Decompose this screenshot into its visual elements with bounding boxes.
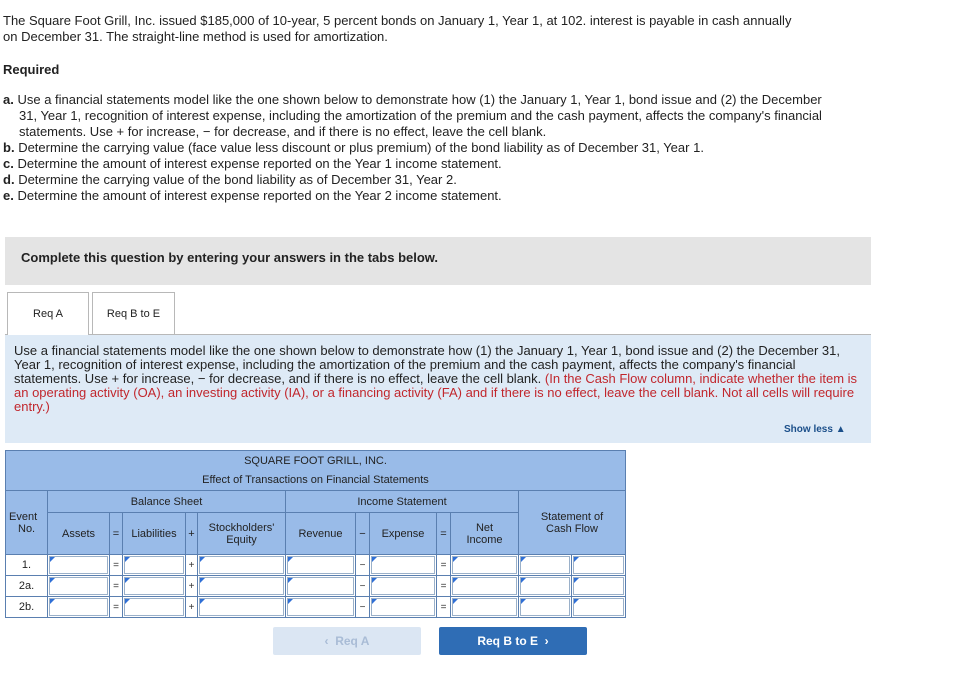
instruction-panel (5, 335, 871, 443)
show-less-link[interactable]: Show less ▲ (784, 424, 846, 435)
table-company-name: SQUARE FOOT GRILL, INC. (6, 451, 626, 471)
intro-line-1: The Square Foot Grill, Inc. issued $185,000 of 10-year, 5 percent bonds on January 1, Year 1, at 102. interest is payable in cash annually (3, 13, 792, 28)
complete-prompt-box (5, 237, 871, 285)
revenue-header: Revenue (286, 513, 356, 555)
net-income-header: Net Income (451, 513, 519, 555)
instruction-red-note: (In the Cash Flow column, indicate whether the item is an operating activity (OA), an investing activity (IA), or a financing activity (FA) and if there is no effect, leave the cell blank. Not all cells will require entry.) (14, 371, 858, 414)
next-req-b-to-e-button[interactable]: Req B to E › (439, 627, 587, 655)
complete-prompt: Complete this question by entering your answers in the tabs below. (21, 250, 439, 265)
assets-input[interactable] (48, 576, 110, 597)
required-item-e: e. Determine the amount of interest expense reported on the Year 2 income statement. (3, 188, 502, 203)
required-item-c: c. Determine the amount of interest expense reported on the Year 1 income statement. (3, 156, 502, 171)
required-title: Required (3, 62, 60, 77)
triangle-up-icon: ▲ (835, 424, 846, 435)
plus-sign: + (186, 576, 198, 597)
cash-flow-amount-input[interactable] (519, 597, 572, 618)
assets-input[interactable] (48, 555, 110, 576)
table-subtitle: Effect of Transactions on Financial Statements (6, 471, 626, 491)
event-number: 2b. (6, 597, 48, 618)
revenue-input[interactable] (286, 555, 356, 576)
minus-sign: − (356, 597, 370, 618)
liabilities-header: Liabilities (123, 513, 186, 555)
equals-sign: = (110, 555, 123, 576)
net-income-input[interactable] (451, 576, 519, 597)
tab-req-b-to-e[interactable]: Req B to E (92, 292, 175, 334)
revenue-input[interactable] (286, 597, 356, 618)
required-list (3, 92, 833, 204)
minus-header: − (356, 513, 370, 555)
tab-req-a[interactable]: Req A (7, 292, 89, 335)
income-statement-header: Income Statement (286, 491, 519, 513)
event-number: 2a. (6, 576, 48, 597)
cash-flow-amount-input[interactable] (519, 555, 572, 576)
equals-header-2: = (437, 513, 451, 555)
liabilities-input[interactable] (123, 597, 186, 618)
cash-flow-activity-input[interactable] (572, 555, 626, 576)
cash-flow-activity-input[interactable] (572, 597, 626, 618)
liabilities-input[interactable] (123, 555, 186, 576)
equals-sign: = (110, 576, 123, 597)
equals-header: = (110, 513, 123, 555)
net-income-input[interactable] (451, 597, 519, 618)
equity-input[interactable] (198, 597, 286, 618)
expense-header: Expense (370, 513, 437, 555)
expense-input[interactable] (370, 597, 437, 618)
equals-sign: = (110, 597, 123, 618)
assets-input[interactable] (48, 597, 110, 618)
chevron-left-icon: ‹ (324, 634, 329, 648)
equals-sign: = (437, 597, 451, 618)
table-row (6, 576, 626, 597)
equals-sign: = (437, 576, 451, 597)
table-row (6, 597, 626, 618)
liabilities-input[interactable] (123, 576, 186, 597)
cash-flow-header: Statement of Cash Flow (519, 491, 626, 555)
intro-text (3, 13, 853, 45)
cash-flow-amount-input[interactable] (519, 576, 572, 597)
required-item-a: a. Use a financial statements model like the one shown below to demonstrate how (1) the January 1, Year 1, bond issue and (2) the December 31, Year 1, recognition of interest expense, including the amortization of the premium and the cash payment, affects the company's financial statements. Use + for increase, − for decrease, and if there is no effect, leave the cell blank. (3, 92, 822, 139)
expense-input[interactable] (370, 555, 437, 576)
chevron-right-icon: › (544, 634, 549, 648)
cash-flow-activity-input[interactable] (572, 576, 626, 597)
assets-header: Assets (48, 513, 110, 555)
equity-input[interactable] (198, 555, 286, 576)
event-number: 1. (6, 555, 48, 576)
intro-line-2: on December 31. The straight-line method is used for amortization. (3, 29, 388, 44)
revenue-input[interactable] (286, 576, 356, 597)
equity-header: Stockholders' Equity (198, 513, 286, 555)
plus-sign: + (186, 597, 198, 618)
minus-sign: − (356, 555, 370, 576)
expense-input[interactable] (370, 576, 437, 597)
equals-sign: = (437, 555, 451, 576)
plus-sign: + (186, 555, 198, 576)
net-income-input[interactable] (451, 555, 519, 576)
equity-input[interactable] (198, 576, 286, 597)
required-item-d: d. Determine the carrying value of the bond liability as of December 31, Year 2. (3, 172, 457, 187)
event-no-header: Event No. (6, 491, 48, 555)
instruction-text: Use a financial statements model like the one shown below to demonstrate how (1) the January 1, Year 1, bond issue and (2) the December 31, Year 1, recognition of interest expense, including the amortization of the premium and the cash payment, affects the company's financial statements. Use + for increase, − for decrease, and if there is no effect, leave the cell blank. (14, 343, 840, 386)
required-item-b: b. Determine the carrying value (face value less discount or plus premium) of the bond liability as of December 31, Year 1. (3, 140, 704, 155)
minus-sign: − (356, 576, 370, 597)
balance-sheet-header: Balance Sheet (48, 491, 286, 513)
financial-statements-table (5, 450, 626, 618)
plus-header: + (186, 513, 198, 555)
table-row (6, 555, 626, 576)
prev-req-a-button[interactable]: ‹ Req A (273, 627, 421, 655)
